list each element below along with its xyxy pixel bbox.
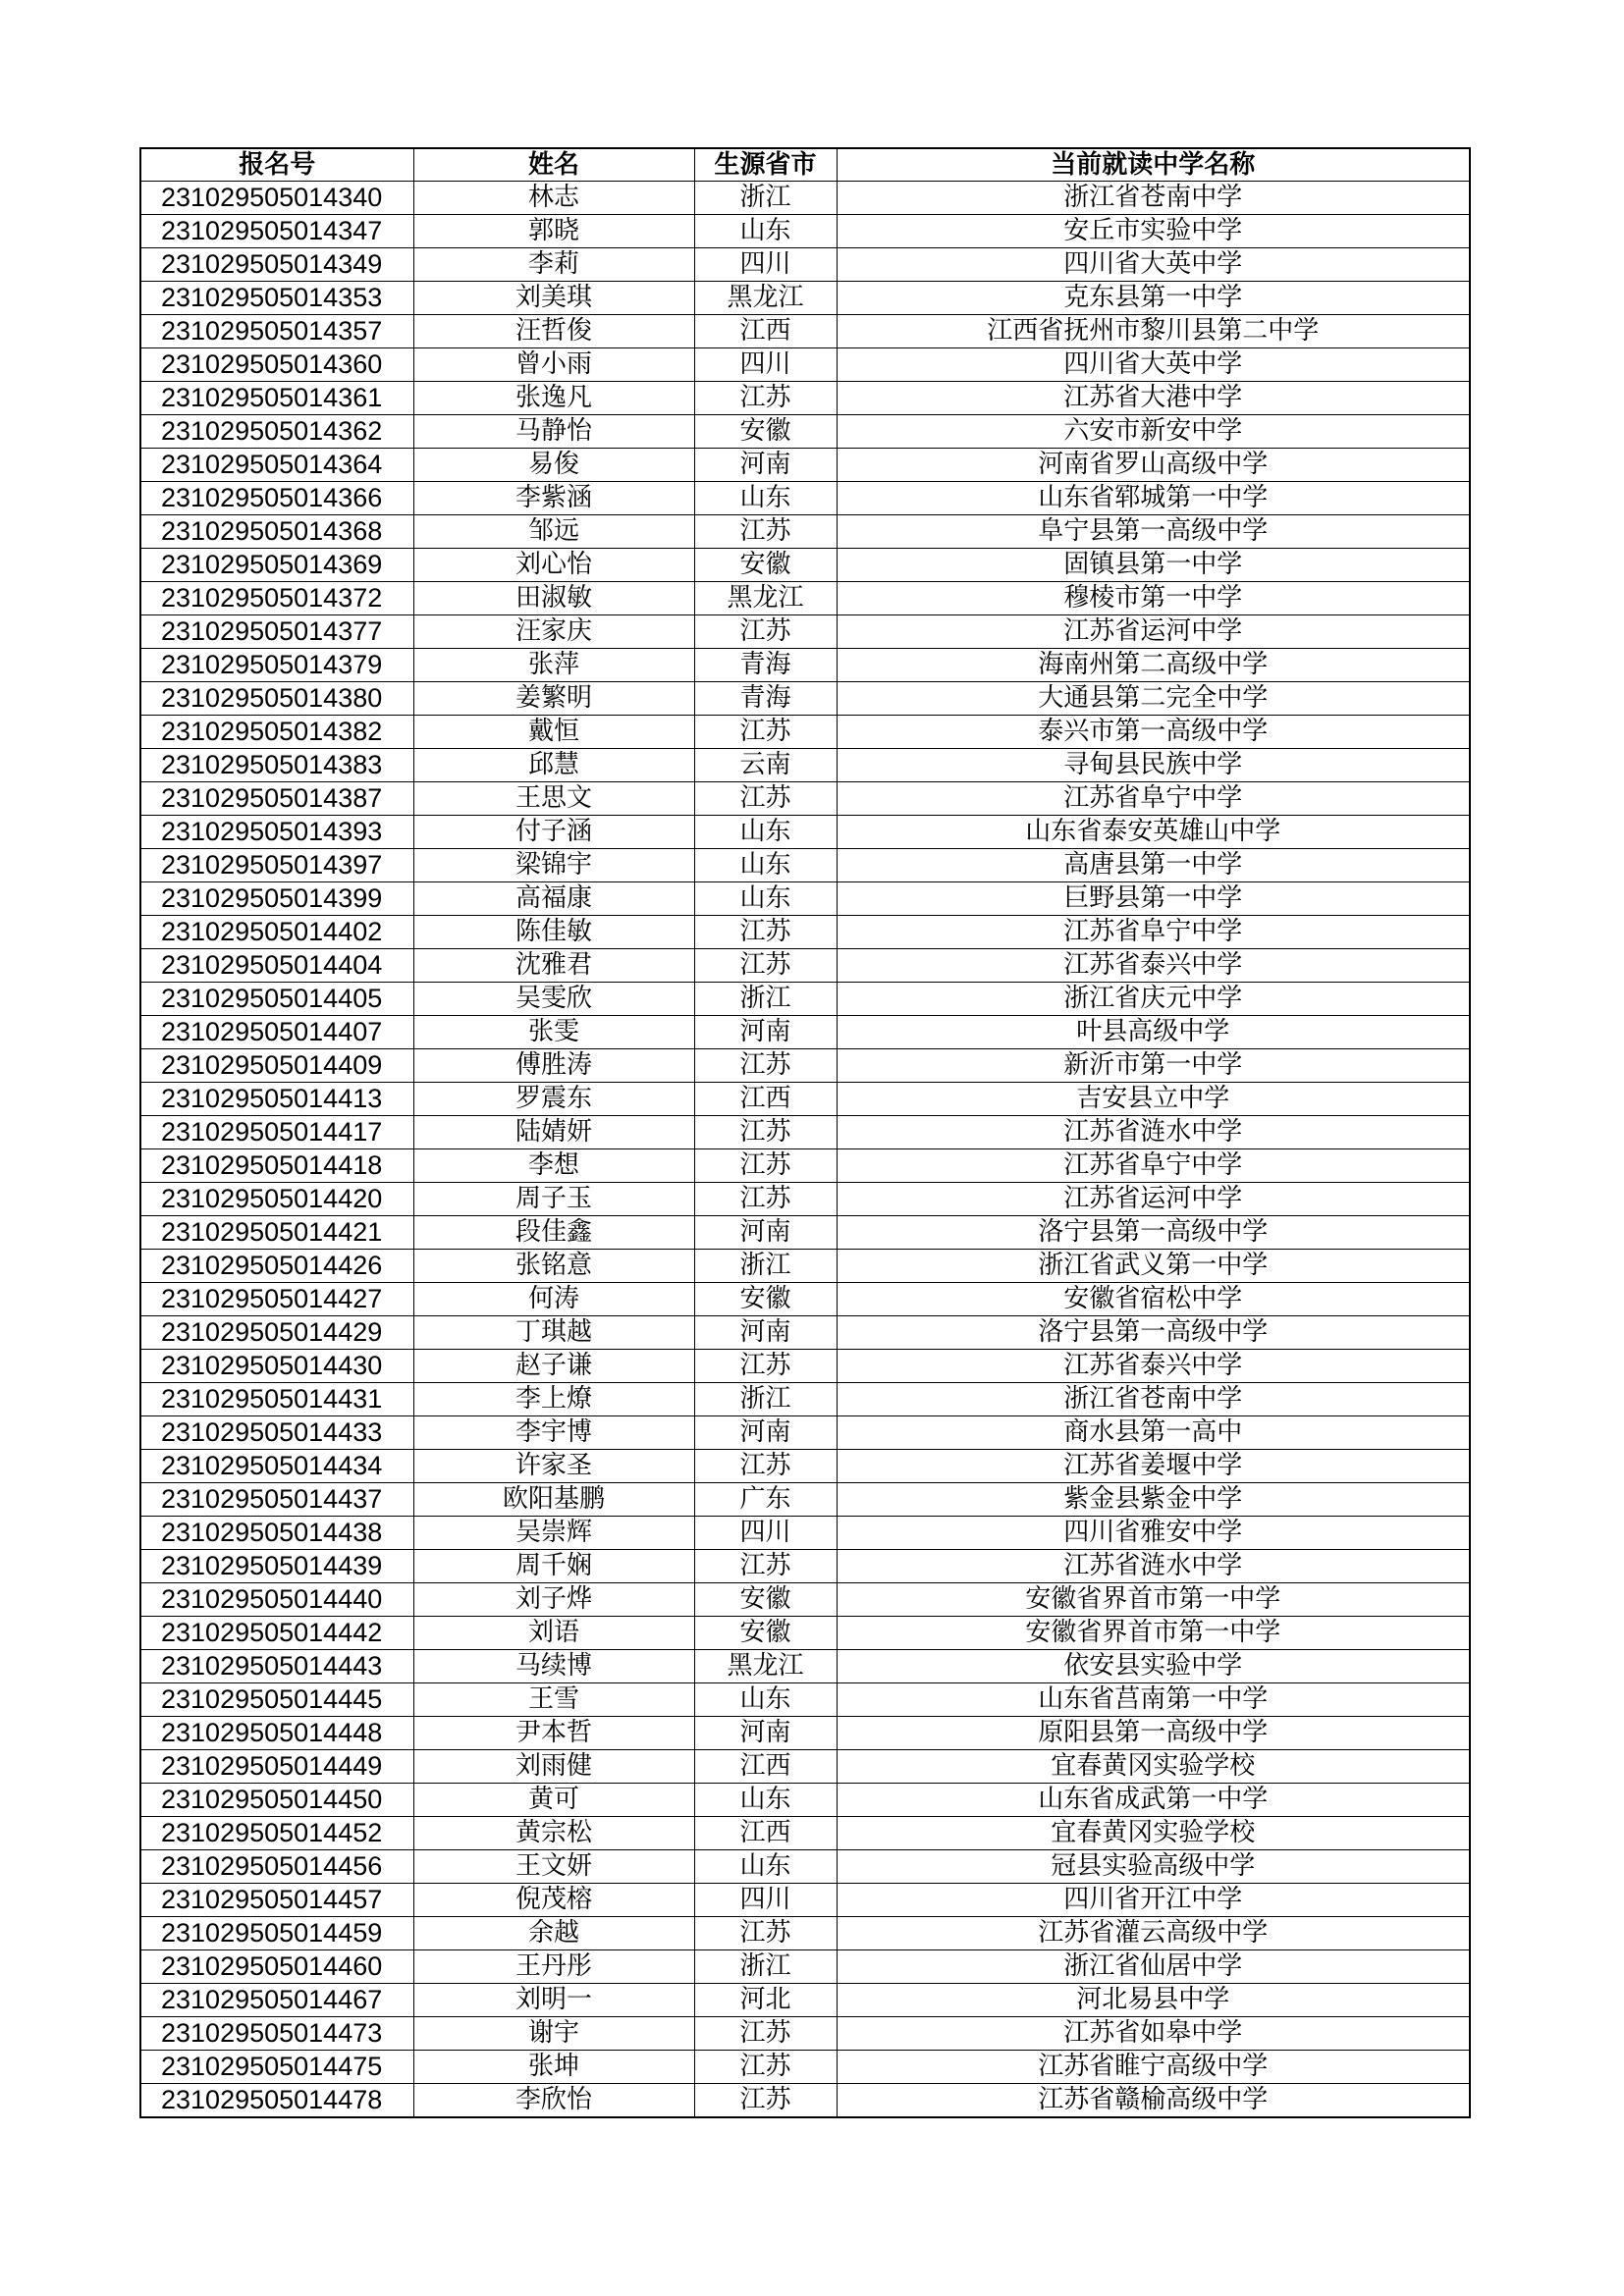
province-cell: 江苏 [694,1917,837,1950]
registration-number-cell: 231029505014457 [140,1884,413,1917]
registration-number-cell: 231029505014379 [140,649,413,682]
school-cell: 宜春黄冈实验学校 [837,1750,1470,1784]
registration-number-cell: 231029505014426 [140,1250,413,1283]
province-cell: 河南 [694,1216,837,1250]
student-name-cell: 倪茂榕 [413,1884,694,1917]
registration-number-cell: 231029505014405 [140,983,413,1016]
registration-number-cell: 231029505014340 [140,182,413,215]
registration-number-cell: 231029505014404 [140,949,413,983]
province-cell: 江苏 [694,382,837,415]
table-row [140,582,1470,615]
registration-number-cell: 231029505014452 [140,1817,413,1850]
registration-number-cell: 231029505014450 [140,1784,413,1817]
student-name-cell: 李宇博 [413,1416,694,1450]
header-school: 当前就读中学名称 [837,148,1470,182]
student-name-cell: 刘语 [413,1617,694,1650]
province-cell: 江苏 [694,1450,837,1483]
province-cell: 江西 [694,1083,837,1116]
school-cell: 江苏省泰兴中学 [837,949,1470,983]
province-cell: 河北 [694,1984,837,2017]
school-cell: 固镇县第一中学 [837,549,1470,582]
table-row [140,1750,1470,1784]
student-name-cell: 郭晓 [413,215,694,248]
school-cell: 江苏省大港中学 [837,382,1470,415]
table-row [140,182,1470,215]
school-cell: 浙江省庆元中学 [837,983,1470,1016]
student-name-cell: 傅胜涛 [413,1049,694,1083]
registration-number-cell: 231029505014430 [140,1350,413,1383]
school-cell: 江苏省姜堰中学 [837,1450,1470,1483]
school-cell: 山东省泰安英雄山中学 [837,816,1470,849]
student-name-cell: 张萍 [413,649,694,682]
school-cell: 江苏省涟水中学 [837,1116,1470,1149]
province-cell: 安徽 [694,1283,837,1316]
student-name-cell: 张坤 [413,2051,694,2084]
school-cell: 四川省雅安中学 [837,1517,1470,1550]
registration-number-cell: 231029505014360 [140,348,413,382]
school-cell: 山东省郓城第一中学 [837,482,1470,515]
table-row [140,315,1470,348]
table-row [140,1316,1470,1350]
table-row [140,1250,1470,1283]
header-province: 生源省市 [694,148,837,182]
table-header [140,148,1470,182]
student-name-cell: 高福康 [413,882,694,916]
province-cell: 江苏 [694,1116,837,1149]
registration-number-cell: 231029505014418 [140,1149,413,1183]
table-row [140,983,1470,1016]
registration-number-cell: 231029505014409 [140,1049,413,1083]
table-row [140,1049,1470,1083]
student-name-cell: 周子玉 [413,1183,694,1216]
table-row [140,1850,1470,1884]
school-cell: 浙江省仙居中学 [837,1950,1470,1984]
province-cell: 浙江 [694,983,837,1016]
registration-number-cell: 231029505014431 [140,1383,413,1416]
school-cell: 新沂市第一中学 [837,1049,1470,1083]
student-name-cell: 曾小雨 [413,348,694,382]
school-cell: 江苏省阜宁中学 [837,782,1470,816]
table-row [140,949,1470,983]
province-cell: 河南 [694,1016,837,1049]
student-name-cell: 邹远 [413,515,694,549]
province-cell: 浙江 [694,182,837,215]
province-cell: 江苏 [694,916,837,949]
table-row [140,1016,1470,1049]
registration-number-cell: 231029505014357 [140,315,413,348]
table-row [140,1717,1470,1750]
school-cell: 阜宁县第一高级中学 [837,515,1470,549]
table-row [140,348,1470,382]
province-cell: 黑龙江 [694,1650,837,1683]
student-name-cell: 易俊 [413,449,694,482]
school-cell: 穆棱市第一中学 [837,582,1470,615]
table-row [140,1149,1470,1183]
registration-number-cell: 231029505014442 [140,1617,413,1650]
school-cell: 洛宁县第一高级中学 [837,1216,1470,1250]
province-cell: 江苏 [694,1350,837,1383]
student-name-cell: 汪家庆 [413,615,694,649]
province-cell: 河南 [694,1717,837,1750]
table-row [140,716,1470,749]
student-name-cell: 戴恒 [413,716,694,749]
province-cell: 四川 [694,248,837,282]
student-name-cell: 林志 [413,182,694,215]
table-row [140,1984,1470,2017]
school-cell: 大通县第二完全中学 [837,682,1470,716]
table-row [140,1416,1470,1450]
school-cell: 安徽省界首市第一中学 [837,1583,1470,1617]
school-cell: 洛宁县第一高级中学 [837,1316,1470,1350]
table-row [140,1950,1470,1984]
student-name-cell: 黄宗松 [413,1817,694,1850]
table-row [140,749,1470,782]
province-cell: 青海 [694,649,837,682]
registration-number-cell: 231029505014438 [140,1517,413,1550]
school-cell: 叶县高级中学 [837,1016,1470,1049]
table-row [140,1383,1470,1416]
province-cell: 江苏 [694,1550,837,1583]
student-name-cell: 李紫涵 [413,482,694,515]
student-name-cell: 谢宇 [413,2017,694,2051]
school-cell: 江苏省如皋中学 [837,2017,1470,2051]
table-row [140,682,1470,716]
registration-number-cell: 231029505014448 [140,1717,413,1750]
student-name-cell: 李欣怡 [413,2084,694,2118]
table-row [140,816,1470,849]
student-name-cell: 吴雯欣 [413,983,694,1016]
province-cell: 河南 [694,1416,837,1450]
student-name-cell: 王文妍 [413,1850,694,1884]
school-cell: 江苏省阜宁中学 [837,1149,1470,1183]
registration-number-cell: 231029505014397 [140,849,413,882]
student-name-cell: 许家圣 [413,1450,694,1483]
province-cell: 四川 [694,1517,837,1550]
school-cell: 浙江省武义第一中学 [837,1250,1470,1283]
table-row [140,615,1470,649]
student-name-cell: 王雪 [413,1683,694,1717]
school-cell: 依安县实验中学 [837,1650,1470,1683]
student-name-cell: 马静怡 [413,415,694,449]
table-row [140,782,1470,816]
registration-number-cell: 231029505014362 [140,415,413,449]
province-cell: 山东 [694,215,837,248]
province-cell: 江苏 [694,2051,837,2084]
school-cell: 河南省罗山高级中学 [837,449,1470,482]
student-name-cell: 邱慧 [413,749,694,782]
school-cell: 四川省大英中学 [837,248,1470,282]
student-name-cell: 刘心怡 [413,549,694,582]
student-name-cell: 张铭意 [413,1250,694,1283]
student-name-cell: 张逸凡 [413,382,694,415]
student-name-cell: 沈雅君 [413,949,694,983]
student-name-cell: 汪哲俊 [413,315,694,348]
table-row [140,1517,1470,1550]
registration-number-cell: 231029505014364 [140,449,413,482]
province-cell: 四川 [694,348,837,382]
table-row [140,1784,1470,1817]
province-cell: 四川 [694,1884,837,1917]
province-cell: 山东 [694,1784,837,1817]
school-cell: 原阳县第一高级中学 [837,1717,1470,1750]
school-cell: 高唐县第一中学 [837,849,1470,882]
student-roster-table [139,147,1471,2118]
province-cell: 山东 [694,882,837,916]
table-row [140,2017,1470,2051]
province-cell: 安徽 [694,415,837,449]
registration-number-cell: 231029505014393 [140,816,413,849]
registration-number-cell: 231029505014473 [140,2017,413,2051]
table-row [140,515,1470,549]
registration-number-cell: 231029505014349 [140,248,413,282]
student-name-cell: 赵子谦 [413,1350,694,1383]
school-cell: 商水县第一高中 [837,1416,1470,1450]
registration-number-cell: 231029505014478 [140,2084,413,2118]
student-name-cell: 李想 [413,1149,694,1183]
province-cell: 黑龙江 [694,282,837,315]
school-cell: 克东县第一中学 [837,282,1470,315]
school-cell: 江苏省灌云高级中学 [837,1917,1470,1950]
student-name-cell: 丁琪越 [413,1316,694,1350]
student-name-cell: 梁锦宇 [413,849,694,882]
table-row [140,248,1470,282]
student-name-cell: 姜繁明 [413,682,694,716]
registration-number-cell: 231029505014399 [140,882,413,916]
school-cell: 河北易县中学 [837,1984,1470,2017]
school-cell: 冠县实验高级中学 [837,1850,1470,1884]
registration-number-cell: 231029505014445 [140,1683,413,1717]
student-name-cell: 罗震东 [413,1083,694,1116]
student-name-cell: 马续博 [413,1650,694,1683]
province-cell: 江西 [694,315,837,348]
province-cell: 河南 [694,449,837,482]
registration-number-cell: 231029505014421 [140,1216,413,1250]
table-row [140,1817,1470,1850]
school-cell: 江苏省运河中学 [837,615,1470,649]
province-cell: 浙江 [694,1950,837,1984]
student-name-cell: 刘美琪 [413,282,694,315]
table-row [140,215,1470,248]
student-name-cell: 尹本哲 [413,1717,694,1750]
student-name-cell: 李上燎 [413,1383,694,1416]
header-row [140,148,1470,182]
student-name-cell: 何涛 [413,1283,694,1316]
province-cell: 江苏 [694,1049,837,1083]
table-row [140,1283,1470,1316]
table-row [140,649,1470,682]
table-row [140,1884,1470,1917]
province-cell: 山东 [694,816,837,849]
registration-number-cell: 231029505014434 [140,1450,413,1483]
school-cell: 安徽省界首市第一中学 [837,1617,1470,1650]
registration-number-cell: 231029505014377 [140,615,413,649]
province-cell: 山东 [694,1850,837,1884]
table-row [140,2051,1470,2084]
table-row [140,2084,1470,2118]
province-cell: 浙江 [694,1383,837,1416]
student-name-cell: 王思文 [413,782,694,816]
province-cell: 江苏 [694,716,837,749]
registration-number-cell: 231029505014439 [140,1550,413,1583]
table-row [140,1550,1470,1583]
school-cell: 宜春黄冈实验学校 [837,1817,1470,1850]
school-cell: 六安市新安中学 [837,415,1470,449]
registration-number-cell: 231029505014449 [140,1750,413,1784]
table-row [140,1116,1470,1149]
province-cell: 江苏 [694,515,837,549]
school-cell: 四川省开江中学 [837,1884,1470,1917]
school-cell: 安丘市实验中学 [837,215,1470,248]
table-row [140,1917,1470,1950]
student-name-cell: 陆婧妍 [413,1116,694,1149]
school-cell: 紫金县紫金中学 [837,1483,1470,1517]
student-name-cell: 李莉 [413,248,694,282]
province-cell: 江苏 [694,2084,837,2118]
registration-number-cell: 231029505014459 [140,1917,413,1950]
table-row [140,1216,1470,1250]
student-name-cell: 王丹彤 [413,1950,694,1984]
student-name-cell: 陈佳敏 [413,916,694,949]
table-row [140,482,1470,515]
registration-number-cell: 231029505014413 [140,1083,413,1116]
table-row [140,849,1470,882]
student-name-cell: 黄可 [413,1784,694,1817]
registration-number-cell: 231029505014380 [140,682,413,716]
registration-number-cell: 231029505014387 [140,782,413,816]
school-cell: 江苏省泰兴中学 [837,1350,1470,1383]
province-cell: 江苏 [694,1149,837,1183]
school-cell: 浙江省苍南中学 [837,1383,1470,1416]
registration-number-cell: 231029505014369 [140,549,413,582]
registration-number-cell: 231029505014467 [140,1984,413,2017]
school-cell: 江苏省涟水中学 [837,1550,1470,1583]
registration-number-cell: 231029505014402 [140,916,413,949]
province-cell: 河南 [694,1316,837,1350]
registration-number-cell: 231029505014353 [140,282,413,315]
table-row [140,1650,1470,1683]
table-row [140,1483,1470,1517]
registration-number-cell: 231029505014475 [140,2051,413,2084]
province-cell: 浙江 [694,1250,837,1283]
province-cell: 黑龙江 [694,582,837,615]
school-cell: 安徽省宿松中学 [837,1283,1470,1316]
school-cell: 泰兴市第一高级中学 [837,716,1470,749]
school-cell: 巨野县第一中学 [837,882,1470,916]
province-cell: 安徽 [694,549,837,582]
province-cell: 江苏 [694,782,837,816]
registration-number-cell: 231029505014383 [140,749,413,782]
province-cell: 江西 [694,1817,837,1850]
table-row [140,415,1470,449]
table-row [140,882,1470,916]
registration-number-cell: 231029505014347 [140,215,413,248]
student-name-cell: 付子涵 [413,816,694,849]
table-row [140,916,1470,949]
province-cell: 山东 [694,1683,837,1717]
province-cell: 安徽 [694,1617,837,1650]
registration-number-cell: 231029505014407 [140,1016,413,1049]
student-name-cell: 欧阳基鹏 [413,1483,694,1517]
student-name-cell: 周千娴 [413,1550,694,1583]
registration-number-cell: 231029505014456 [140,1850,413,1884]
registration-number-cell: 231029505014361 [140,382,413,415]
student-name-cell: 吴崇辉 [413,1517,694,1550]
school-cell: 四川省大英中学 [837,348,1470,382]
table-row [140,1450,1470,1483]
province-cell: 云南 [694,749,837,782]
table-row [140,1617,1470,1650]
province-cell: 广东 [694,1483,837,1517]
school-cell: 江西省抚州市黎川县第二中学 [837,315,1470,348]
header-registration-number: 报名号 [140,148,413,182]
school-cell: 海南州第二高级中学 [837,649,1470,682]
registration-number-cell: 231029505014382 [140,716,413,749]
registration-number-cell: 231029505014427 [140,1283,413,1316]
school-cell: 寻甸县民族中学 [837,749,1470,782]
table-row [140,1183,1470,1216]
registration-number-cell: 231029505014440 [140,1583,413,1617]
table-row [140,1083,1470,1116]
table-row [140,1683,1470,1717]
school-cell: 江苏省赣榆高级中学 [837,2084,1470,2118]
registration-number-cell: 231029505014417 [140,1116,413,1149]
table-row [140,449,1470,482]
province-cell: 江苏 [694,1183,837,1216]
school-cell: 江苏省睢宁高级中学 [837,2051,1470,2084]
table-row [140,382,1470,415]
registration-number-cell: 231029505014433 [140,1416,413,1450]
header-name: 姓名 [413,148,694,182]
province-cell: 江苏 [694,615,837,649]
school-cell: 江苏省阜宁中学 [837,916,1470,949]
school-cell: 吉安县立中学 [837,1083,1470,1116]
student-name-cell: 刘雨健 [413,1750,694,1784]
registration-number-cell: 231029505014437 [140,1483,413,1517]
registration-number-cell: 231029505014420 [140,1183,413,1216]
table-row [140,1583,1470,1617]
registration-number-cell: 231029505014372 [140,582,413,615]
student-name-cell: 田淑敏 [413,582,694,615]
table-row [140,1350,1470,1383]
table-row [140,282,1470,315]
province-cell: 江苏 [694,2017,837,2051]
province-cell: 江苏 [694,949,837,983]
registration-number-cell: 231029505014366 [140,482,413,515]
province-cell: 青海 [694,682,837,716]
school-cell: 山东省成武第一中学 [837,1784,1470,1817]
school-cell: 山东省莒南第一中学 [837,1683,1470,1717]
registration-number-cell: 231029505014429 [140,1316,413,1350]
registration-number-cell: 231029505014368 [140,515,413,549]
student-name-cell: 刘子烨 [413,1583,694,1617]
student-name-cell: 段佳鑫 [413,1216,694,1250]
province-cell: 江西 [694,1750,837,1784]
province-cell: 山东 [694,849,837,882]
school-cell: 浙江省苍南中学 [837,182,1470,215]
province-cell: 安徽 [694,1583,837,1617]
registration-number-cell: 231029505014443 [140,1650,413,1683]
province-cell: 山东 [694,482,837,515]
student-name-cell: 余越 [413,1917,694,1950]
school-cell: 江苏省运河中学 [837,1183,1470,1216]
student-name-cell: 张雯 [413,1016,694,1049]
registration-number-cell: 231029505014460 [140,1950,413,1984]
student-name-cell: 刘明一 [413,1984,694,2017]
table-row [140,549,1470,582]
table-body [140,182,1470,2118]
